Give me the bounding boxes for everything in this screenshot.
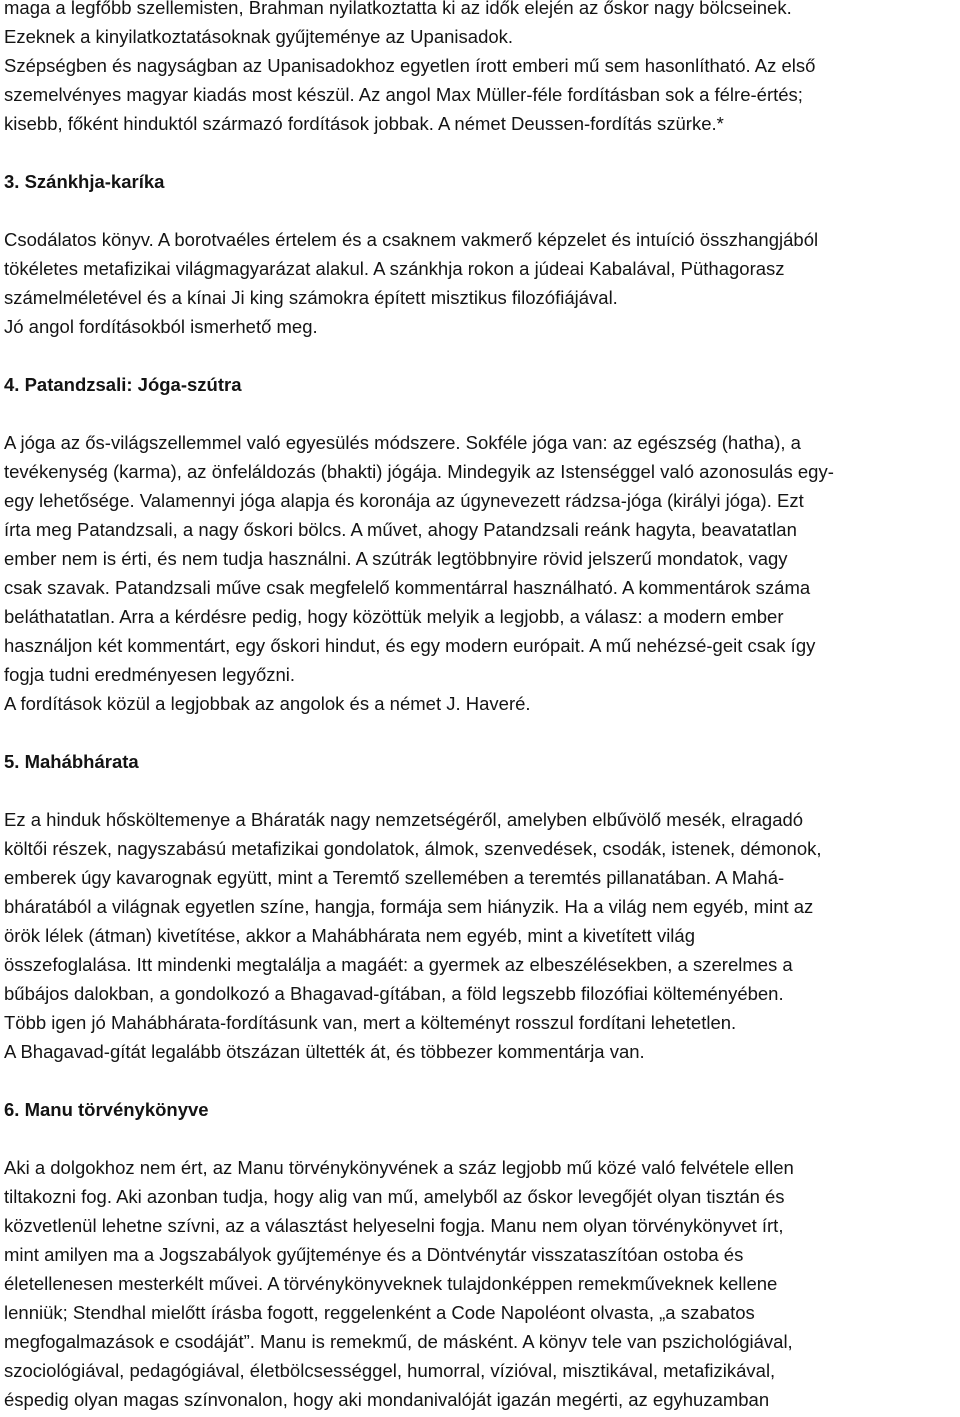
text-line: maga a legfőbb szellemisten, Brahman nyilatkoztatta ki az idők elején az őskor nagy bölcseinek. (4, 0, 792, 18)
text-line: életellenesen mesterkélt művei. A törvénykönyveknek tulajdonképpen remekműveknek kellene (4, 1273, 778, 1294)
text-line: megfogalmazások e csodáját”. Manu is remekmű, de másként. A könyv tele van pszichológiával, (4, 1331, 793, 1352)
text-line: költői részek, nagyszabású metafizikai gondolatok, álmok, szenvedések, csodák, istenek, démonok, (4, 838, 822, 859)
text-line: egy lehetősége. Valamennyi jóga alapja és koronája az úgynevezett rádzsa-jóga (királyi jóga). Ezt (4, 490, 804, 511)
section-paragraph (4, 225, 956, 341)
text-line: Szépségben és nagyságban az Upanisadokhoz egyetlen írott emberi mű sem hasonlítható. Az első (4, 55, 816, 76)
section-szankhja (4, 167, 956, 341)
text-line: bűbájos dalokban, a gondolkozó a Bhagavad-gítában, a föld legszebb filozófiai költeményében. (4, 983, 784, 1004)
text-line: Ez a hinduk hősköltemenye a Bháraták nagy nemzetségéről, amelyben elbűvölő mesék, elragadó (4, 809, 804, 830)
intro-paragraph (4, 0, 956, 138)
spacer (4, 1124, 956, 1153)
text-line: A Bhagavad-gítát legalább ötszázan ültették át, és többezer kommentárja van. (4, 1041, 645, 1062)
text-line: számelméletével és a kínai Ji king számokra épített misztikus filozófiájával. (4, 287, 618, 308)
text-line: szociológiával, pedagógiával, életbölcsességgel, humorral, vízióval, misztikával, metafizikával, (4, 1360, 776, 1381)
text-line: Csodálatos könyv. A borotvaéles értelem és a csaknem vakmerő képzelet és intuíció összhangjából (4, 229, 819, 250)
spacer (4, 341, 956, 370)
text-line: Aki a dolgokhoz nem ért, az Manu törvénykönyvének a száz legjobb mű közé való felvétele ellen (4, 1157, 794, 1178)
text-line: mint amilyen ma a Jogszabályok gyűjteménye és a Döntvénytár visszataszítóan ostoba és (4, 1244, 744, 1265)
text-line: emberek úgy kavarognak együtt, mint a Teremtő szellemében a teremtés pillanatában. A Mahá- (4, 867, 785, 888)
text-line: A jóga az ős-világszellemmel való egyesülés módszere. Sokféle jóga van: az egészség (hatha), a (4, 432, 801, 453)
section-paragraph (4, 428, 956, 718)
text-line: örök lélek (átman) kivetítése, akkor a Mahábhárata nem egyéb, mint a kivetített világ (4, 925, 695, 946)
text-line: tiltakozni fog. Aki azonban tudja, hogy alig van mű, amelyből az őskor levegőjét olyan tisztán és (4, 1186, 785, 1207)
section-heading: 6. Manu törvénykönyve (4, 1099, 209, 1120)
text-line: összefoglalása. Itt mindenki megtalálja a magáét: a gyermek az elbeszélésekben, a szerelmes a (4, 954, 793, 975)
text-line: fogja tudni eredményesen legyőzni. (4, 664, 296, 685)
text-line: Több igen jó Mahábhárata-fordításunk van, mert a költeményt rosszul fordítani lehetetlen. (4, 1012, 737, 1033)
intro-section (4, 0, 956, 138)
text-line: közvetlenül lehetne szívni, az a választást helyeselni fogja. Manu nem olyan törvénykönyvet írt, (4, 1215, 784, 1236)
text-line: Jó angol fordításokból ismerhető meg. (4, 316, 318, 337)
document-page (4, 0, 956, 1414)
text-line: éspedig olyan magas színvonalon, hogy aki mondanivalóját igazán megérti, az egyhuzamban (4, 1389, 770, 1410)
text-line: A fordítások közül a legjobbak az angolok és a német J. Haveré. (4, 693, 531, 714)
text-line: ember nem is érti, és nem tudja használni. A szútrák legtöbbnyire rövid jelszerű mondatok, vagy (4, 548, 788, 569)
section-heading: 5. Mahábhárata (4, 751, 139, 772)
text-line: írta meg Patandzsali, a nagy őskori bölcs. A művet, ahogy Patandzsali reánk hagyta, beavatatlan (4, 519, 797, 540)
text-line: szemelvényes magyar kiadás most készül. Az angol Max Müller-féle fordításban sok a félre-értés; (4, 84, 803, 105)
text-line: kisebb, főként hinduktól származó fordítások jobbak. A német Deussen-fordítás szürke.* (4, 113, 724, 134)
spacer (4, 718, 956, 747)
text-line: beláthatatlan. Arra a kérdésre pedig, hogy közöttük melyik a legjobb, a válasz: a modern ember (4, 606, 784, 627)
section-manu (4, 1095, 956, 1414)
text-line: használjon két kommentárt, egy őskori hindut, és egy modern európait. A mű nehézsé-geit csak így (4, 635, 816, 656)
text-line: csak szavak. Patandzsali műve csak megfelelő kommentárral használható. A kommentárok száma (4, 577, 811, 598)
section-heading: 3. Szánkhja-karíka (4, 171, 165, 192)
text-line: bháratából a világnak egyetlen színe, hangja, formája sem hiányzik. Ha a világ nem egyéb, mint az (4, 896, 814, 917)
text-line: Ezeknek a kinyilatkoztatásoknak gyűjteménye az Upanisadok. (4, 26, 514, 47)
spacer (4, 399, 956, 428)
text-line: lenniük; Stendhal mielőtt írásba fogott, reggelenként a Code Napoléont olvasta, „a szabatos (4, 1302, 755, 1323)
section-paragraph (4, 805, 956, 1066)
section-mahabharata (4, 747, 956, 1066)
text-line: tevékenység (karma), az önfeláldozás (bhakti) jógája. Mindegyik az Istenséggel való azonosulás egy- (4, 461, 834, 482)
section-heading: 4. Patandzsali: Jóga-szútra (4, 374, 242, 395)
section-patandzsali (4, 370, 956, 718)
spacer (4, 196, 956, 225)
spacer (4, 1066, 956, 1095)
text-line: tökéletes metafizikai világmagyarázat alakul. A szánkhja rokon a júdeai Kabalával, Püthagorasz (4, 258, 785, 279)
spacer (4, 138, 956, 167)
section-paragraph (4, 1153, 956, 1414)
spacer (4, 776, 956, 805)
